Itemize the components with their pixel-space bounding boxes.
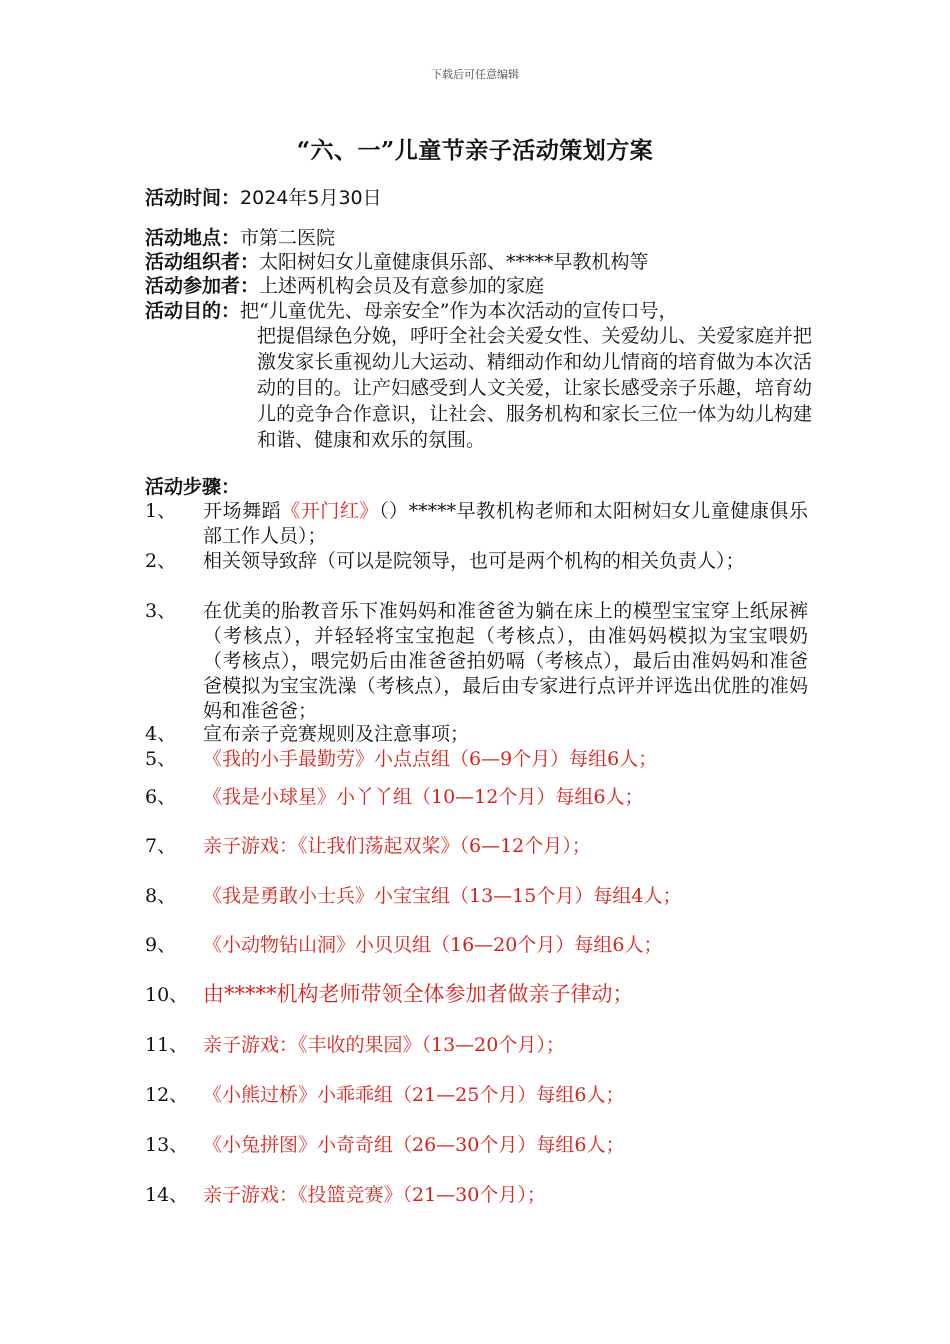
step-text: 宣布亲子竞赛规则及注意事项； [203,723,470,745]
step-number: 13、 [145,1134,189,1156]
step-number: 3、 [145,600,177,622]
info-purpose [145,298,677,324]
step-number: 8、 [145,885,177,907]
time-value: 2024年5月30日 [240,187,382,209]
place-label: 活动地点： [145,227,241,249]
step-number: 6、 [145,786,177,808]
step-text: 《小动物钻山洞》小贝贝组（16—20个月）每组6人； [203,934,663,956]
step-text: 由*****机构老师带领全体参加者做亲子律动； [203,982,634,1006]
step-text: 《小兔拼图》小奇奇组（26—30个月）每组6人； [203,1134,625,1156]
step-text: 亲子游戏：《投篮竞赛》（21—30个月）； [203,1184,546,1206]
steps-label: 活动步骤： [145,476,241,498]
step-number: 1、 [145,500,177,522]
step-number: 7、 [145,835,177,857]
step-text: 相关领导致辞（可以是院领导，也可是两个机构的相关负责人）； [203,550,745,572]
step-text: 《我的小手最勤劳》小点点组（6—9个月）每组6人； [203,748,658,770]
step-number: 14、 [145,1184,189,1206]
step-text-pre: 开场舞蹈 [203,500,282,522]
step-number: 5、 [145,748,177,770]
step-number: 12、 [145,1084,189,1106]
step-text: 《小熊过桥》小乖乖组（21—25个月）每组6人； [203,1084,625,1106]
step-text: 亲子游戏：《丰收的果园》（13—20个月）； [203,1034,565,1056]
step-number: 10、 [145,984,189,1006]
purpose-first-line: 把“儿童优先、母亲安全”作为本次活动的宣传口号， [240,300,678,322]
info-participants [145,273,544,299]
step-text: 亲子游戏：《让我们荡起双桨》（6—12个月）； [203,835,591,857]
info-organizer [145,249,649,275]
step-number: 4、 [145,723,177,745]
step-text: 《我是勇敢小士兵》小宝宝组（13—15个月）每组4人； [203,885,682,907]
step-text-red: 《开门红》 [281,500,379,522]
page-header-note: 下载后可任意编辑 [431,68,519,81]
time-label: 活动时间： [145,187,241,209]
step-number: 11、 [145,1034,189,1056]
step-text: 《我是小球星》小丫丫组（10—12个月）每组6人； [203,786,644,808]
purpose-label: 活动目的： [145,300,241,322]
step-number: 9、 [145,934,177,956]
step-number: 2、 [145,550,177,572]
info-place [145,225,335,251]
document-title: “六、一”儿童节亲子活动策划方案 [296,137,654,164]
step-text: 在优美的胎教音乐下准妈妈和准爸爸为躺在床上的模型宝宝穿上纸尿裤（考核点），并轻轻将宝宝抱起（考核点），由准妈妈模拟为宝宝喂奶（考核点），喂完奶后由准爸爸拍奶嗝（考核点），最后由准妈妈和准爸爸模拟为宝宝洗澡（考核点），最后由专家进行点评并评选出优胜的准妈妈和准爸爸； [203,600,808,722]
organizer-label: 活动组织者： [145,251,260,273]
organizer-value: 太阳树妇女儿童健康俱乐部、*****早教机构等 [259,251,649,273]
participants-value: 上述两机构会员及有意参加的家庭 [259,275,545,297]
step-text-post: （）*****早教机构老师和太阳树妇女儿童健康俱乐部工作人员）； [203,500,808,547]
info-time [145,185,382,211]
step-text [203,499,808,549]
purpose-body: 把提倡绿色分娩，呼吁全社会关爱女性、关爱幼儿、关爱家庭并把激发家长重视幼儿大运动、精细动作和幼儿情商的培育做为本次活动的目的。让产妇感受到人文关爱，让家长感受亲子乐趣，培育幼儿的竞争合作意识，让社会、服务机构和家长三位一体为幼儿构建和谐、健康和欢乐的氛围。 [257,325,812,451]
place-value: 市第二医院 [240,227,336,249]
participants-label: 活动参加者： [145,275,260,297]
